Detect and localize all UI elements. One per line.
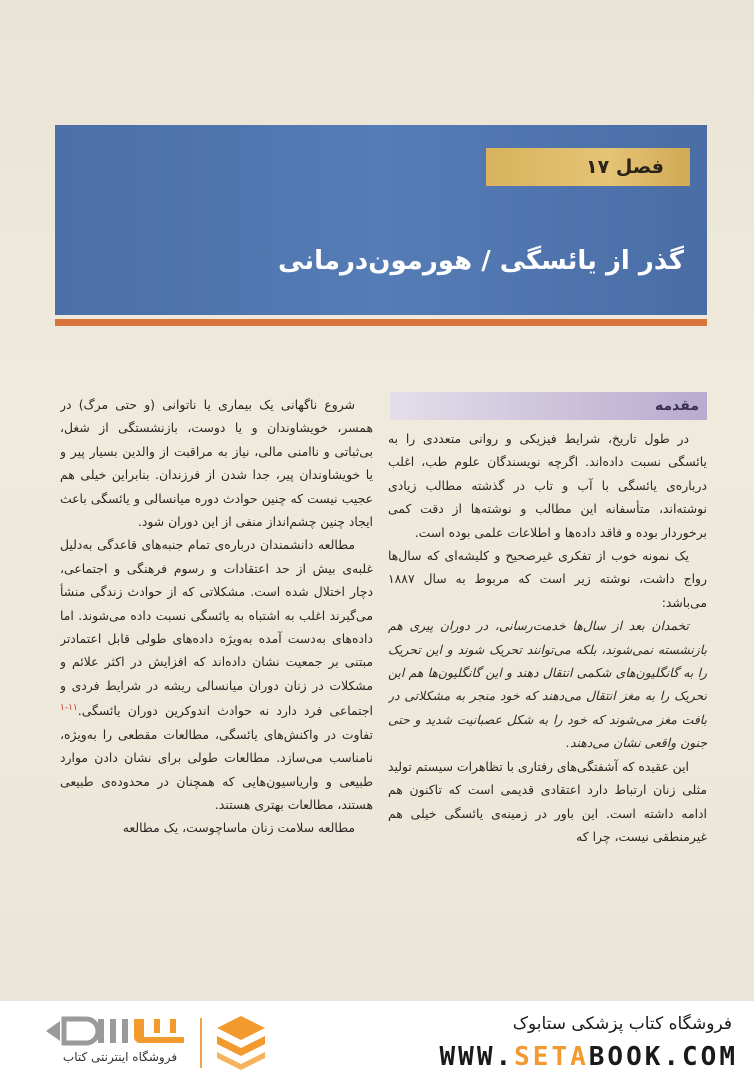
body-paragraph xyxy=(60,816,373,839)
store-name: فروشگاه کتاب پزشکی ستابوک xyxy=(512,1014,732,1034)
logo-divider xyxy=(200,1018,202,1068)
body-paragraph xyxy=(60,393,373,533)
paragraph-text: مطالعه سلامت زنان ماساچوست، یک مطالعه xyxy=(122,820,355,836)
section-heading-bar xyxy=(390,392,707,420)
body-paragraph xyxy=(60,533,373,816)
body-paragraph xyxy=(388,544,707,614)
paragraph-text: یک نمونه خوب از تفکری غیرصحیح و کلیشه‌ای که سال‌ها رواج داشت، نوشته زیر است که مربوط به سال ۱۸۸۷ می‌باشد: xyxy=(388,548,707,610)
paragraph-text: در طول تاریخ، شرایط فیزیکی و روانی متعددی را به یائسگی نسبت داده‌اند. اگرچه نویسندگان علوم طب، اغلب درباره‌ی یائسگی با آب و تاب در گذشته مطالب زیادی نوشته‌اند، متأسفانه این مطالب و نوشته‌ها از دقت کمی برخوردار بوده و فاقد داده‌ها و اطلاعات علمی بوده است. xyxy=(388,431,707,540)
setabook-wordmark-icon xyxy=(38,1013,193,1049)
left-text-column xyxy=(60,393,373,1000)
url-suffix: BOOK.COM xyxy=(588,1042,738,1072)
quote-paragraph xyxy=(388,614,707,754)
body-paragraph xyxy=(388,755,707,849)
chapter-number-tag xyxy=(486,148,690,186)
setabook-logo-icon xyxy=(215,1014,267,1070)
paragraph-text: تخمدان بعد از سال‌ها خدمت‌رسانی، در دوران پیری هم بازنشسته نمی‌شوند، بلکه می‌توانند تحریک شوند و این تحریک را به گانگلیون‌های شکمی انتقال دهند و این گانگلیون‌ها هم این تحریک را به مغز انتقال می‌دهند که خود منجر به مشکلاتی در بافت مغز می‌شوند که خود را به شکل عصبانیت شدید و حتی جنون واقعی نشان می‌دهند. xyxy=(388,618,707,751)
paragraph-text: مطالعه دانشمندان درباره‌ی تمام جنبه‌های قاعدگی به‌دلیل غلبه‌ی بیش از حد اعتقادات و رسوم فرهنگی و اجتماعی، دچار اختلال شده است. مشکلاتی که از حوادث زندگی منشأ می‌گیرند اغلب به اشتباه به یائسگی نسبت داده می‌شوند. اما داده‌های به‌دست آمده به‌ویژه داده‌های طولی قابل اعتمادتر مبتنی بر جمعیت نشان داده‌اند که افزایش در اکثر علائم و مشکلات در زنان دوران میانسالی ریشه در شرایط فردی و اجتماعی فرد دارد نه حوادث اندوکرین دوران یائسگی. xyxy=(60,537,373,719)
right-text-column xyxy=(388,427,707,1000)
paragraph-text-continued: تفاوت در واکنش‌های یائسگی، مطالعات مقطعی را به‌ویژه، نامناسب می‌سازد. مطالعات طولی برای نشان دادن موارد طبیعی و واریاسیون‌هایی که همچنان در محدوده‌ی طبیعی هستند، مطالعات بهتری هستند. xyxy=(60,726,373,813)
url-highlight: SETA xyxy=(514,1042,589,1072)
logo-subtitle: فروشگاه اینترنتی کتاب xyxy=(62,1050,178,1064)
paragraph-text: این عقیده که آشفتگی‌های رفتاری با تظاهرات سیستم تولید مثلی زنان ارتباط دارد اعتقادی قدیمی است که تاکنون هم ادامه داشته است. این باور در زمینه‌ی یائسگی خیلی هم غیرمنطقی نیست، چرا که xyxy=(388,758,707,844)
header-divider xyxy=(55,319,707,326)
store-url[interactable] xyxy=(440,1042,738,1072)
citation-reference: ۱۱-۱ xyxy=(60,703,78,714)
chapter-title: گذر از یائسگی / هورمون‌درمانی xyxy=(278,246,684,276)
section-heading: مقدمه xyxy=(655,398,699,414)
paragraph-text: شروع ناگهانی یک بیماری یا ناتوانی (و حتی مرگ) در همسر، خویشاوندان و یا دوست، بازنشستگی از شغل، بی‌ثباتی و ناامنی مالی، نیاز به مراقبت از والدین بسیار پیر و یا خویشاوندان پیر، جدا شدن از فرزندان. بنابراین خیلی هم عجیب نیست که چنین حوادث دوره میانسالی و یائسگی باعث ایجاد چنین چشم‌انداز منفی از این دوران شود. xyxy=(60,397,373,530)
body-paragraph xyxy=(388,427,707,544)
url-prefix: WWW. xyxy=(439,1042,515,1072)
chapter-number-label: فصل ۱۷ xyxy=(586,156,664,178)
